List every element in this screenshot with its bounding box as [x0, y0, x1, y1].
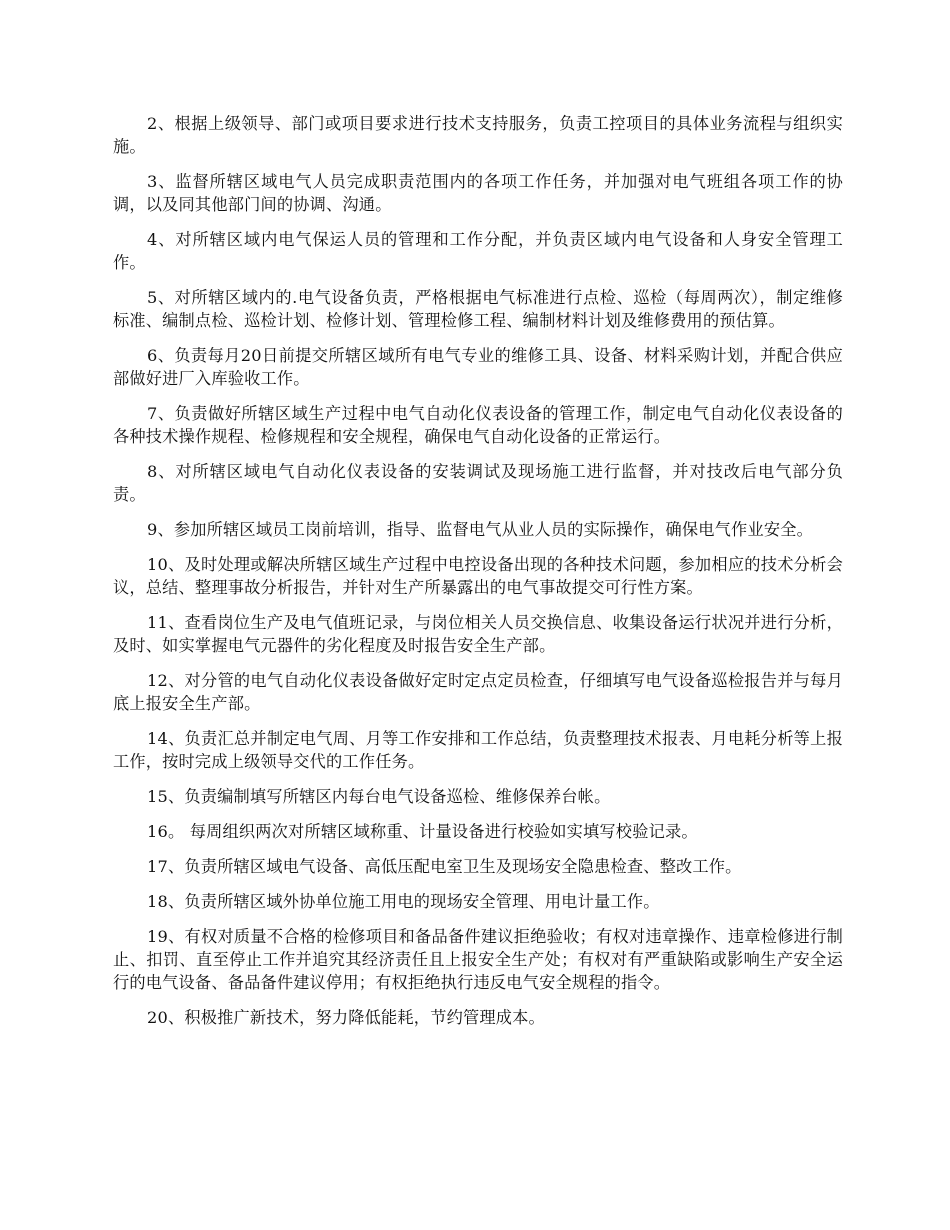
- duty-paragraph-17: 17、负责所辖区域电气设备、高低压配电室卫生及现场安全隐患检查、整改工作。: [147, 857, 742, 876]
- duty-paragraph-18: 18、负责所辖区域外协单位施工用电的现场安全管理、用电计量工作。: [147, 892, 660, 911]
- duty-paragraph-11: 11、查看岗位生产及电气值班记录，与岗位相关人员交换信息、收集设备运行状况并进行分析，及时、如实掌握电气元器件的劣化程度及时报告安全生产部。: [113, 613, 843, 655]
- duty-paragraph-2: 2、根据上级领导、部门或项目要求进行技术支持服务，负责工控项目的具体业务流程与组织实施。: [113, 114, 843, 156]
- duty-paragraph-16: 16。 每周组织两次对所辖区域称重、计量设备进行校验如实填写校验记录。: [147, 822, 698, 841]
- duty-paragraph-3: 3、监督所辖区域电气人员完成职责范围内的各项工作任务，并加强对电气班组各项工作的协调，以及同其他部门间的协调、沟通。: [113, 172, 843, 214]
- duty-paragraph-20: 20、积极推广新技术，努力降低能耗，节约管理成本。: [147, 1008, 545, 1027]
- duty-paragraph-15: 15、负责编制填写所辖区内每台电气设备巡检、维修保养台帐。: [147, 787, 611, 806]
- duty-paragraph-4: 4、对所辖区域内电气保运人员的管理和工作分配，并负责区域内电气设备和人身安全管理工作。: [113, 230, 843, 272]
- duty-paragraph-6: 6、负责每月20日前提交所辖区域所有电气专业的维修工具、设备、材料采购计划，并配合供应部做好进厂入库验收工作。: [113, 346, 843, 388]
- duty-paragraph-5: 5、对所辖区域内的.电气设备负责，严格根据电气标准进行点检、巡检（每周两次），制定维修标准、编制点检、巡检计划、检修计划、管理检修工程、编制材料计划及维修费用的预估算。: [113, 288, 843, 330]
- duty-paragraph-9: 9、参加所辖区域员工岗前培训，指导、监督电气从业人员的实际操作，确保电气作业安全。: [147, 520, 813, 539]
- duty-paragraph-14: 14、负责汇总并制定电气周、月等工作安排和工作总结，负责整理技术报表、月电耗分析等上报工作，按时完成上级领导交代的工作任务。: [113, 729, 843, 771]
- duty-paragraph-8: 8、对所辖区域电气自动化仪表设备的安装调试及现场施工进行监督，并对技改后电气部分负责。: [113, 462, 843, 504]
- duty-paragraph-10: 10、及时处理或解决所辖区域生产过程中电控设备出现的各种技术问题，参加相应的技术分析会议，总结、整理事故分析报告，并针对生产所暴露出的电气事故提交可行性方案。: [113, 555, 843, 597]
- document-body: [113, 112, 843, 1041]
- duty-paragraph-19: 19、有权对质量不合格的检修项目和备品备件建议拒绝验收；有权对违章操作、违章检修进行制止、扣罚、直至停止工作并追究其经济责任且上报安全生产处；有权对有严重缺陷或影响生产安全运行的电气设备、备品备件建议停用；有权拒绝执行违反电气安全规程的指令。: [113, 927, 843, 992]
- duty-paragraph-12: 12、对分管的电气自动化仪表设备做好定时定点定员检查，仔细填写电气设备巡检报告并与每月底上报安全生产部。: [113, 671, 843, 713]
- duty-paragraph-7: 7、负责做好所辖区域生产过程中电气自动化仪表设备的管理工作，制定电气自动化仪表设备的各种技术操作规程、检修规程和安全规程，确保电气自动化设备的正常运行。: [113, 404, 843, 446]
